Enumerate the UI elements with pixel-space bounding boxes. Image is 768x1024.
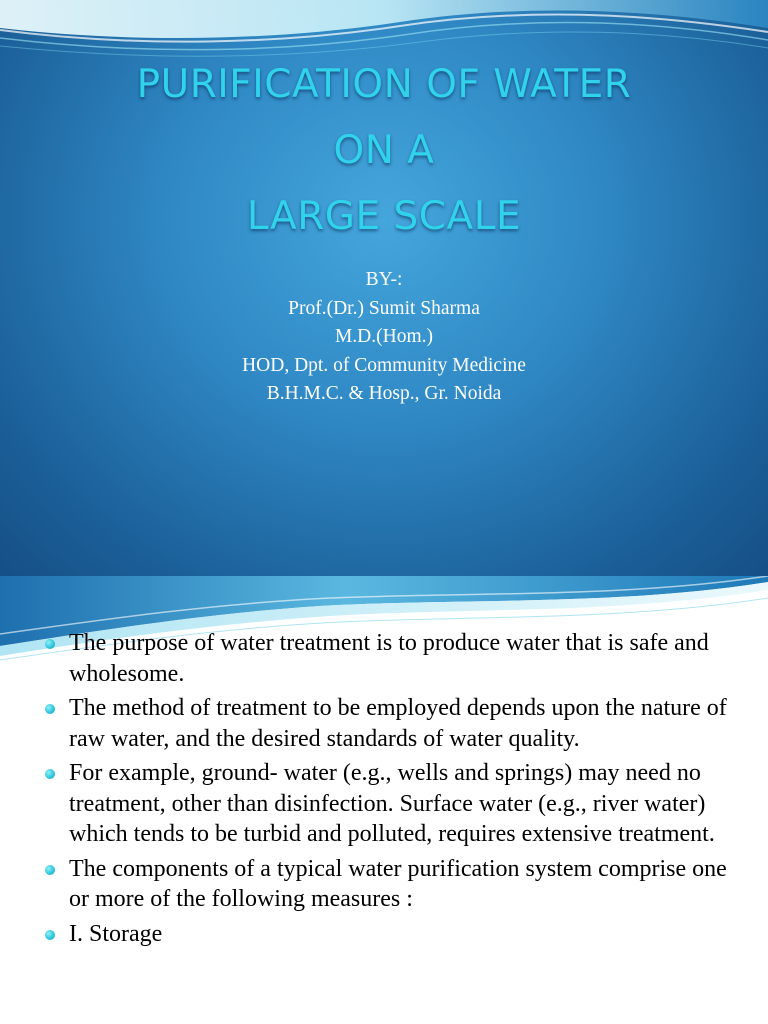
slide-title bbox=[0, 52, 768, 250]
bullet-text: The purpose of water treatment is to produce water that is safe and wholesome. bbox=[69, 630, 709, 687]
bullet-text: For example, ground- water (e.g., wells and springs) may need no treatment, other than disinfection. Surface water (e.g., river water) which tends to be turbid and polluted, requires extensive treatment. bbox=[69, 760, 715, 847]
list-item bbox=[0, 628, 768, 689]
bullet-text: I. Storage bbox=[69, 920, 163, 947]
title-line: LARGE SCALE bbox=[246, 194, 522, 239]
bullet-list bbox=[0, 628, 768, 953]
bullet-icon bbox=[45, 704, 55, 714]
byline-line: M.D.(Hom.) bbox=[334, 326, 434, 347]
bullet-icon bbox=[45, 865, 55, 875]
bullet-icon bbox=[45, 639, 55, 649]
list-item bbox=[0, 693, 768, 754]
byline-line: Prof.(Dr.) Sumit Sharma bbox=[288, 297, 480, 319]
list-item bbox=[0, 758, 768, 850]
byline-line: B.H.M.C. & Hosp., Gr. Noida bbox=[266, 383, 502, 404]
list-item bbox=[0, 919, 768, 950]
author-byline bbox=[0, 266, 768, 409]
bullet-text: The components of a typical water purification system comprise one or more of the following measures : bbox=[69, 855, 727, 912]
byline-line: BY-: bbox=[365, 269, 403, 290]
list-item bbox=[0, 854, 768, 915]
title-line: ON A bbox=[333, 128, 435, 173]
title-line: PURIFICATION OF WATER bbox=[136, 62, 632, 107]
byline-line: HOD, Dpt. of Community Medicine bbox=[242, 354, 526, 376]
bullet-icon bbox=[45, 930, 55, 940]
bullet-text: The method of treatment to be employed depends upon the nature of raw water, and the desired standards of water quality. bbox=[69, 695, 727, 752]
bullet-icon bbox=[45, 769, 55, 779]
content-slide bbox=[0, 576, 768, 1024]
